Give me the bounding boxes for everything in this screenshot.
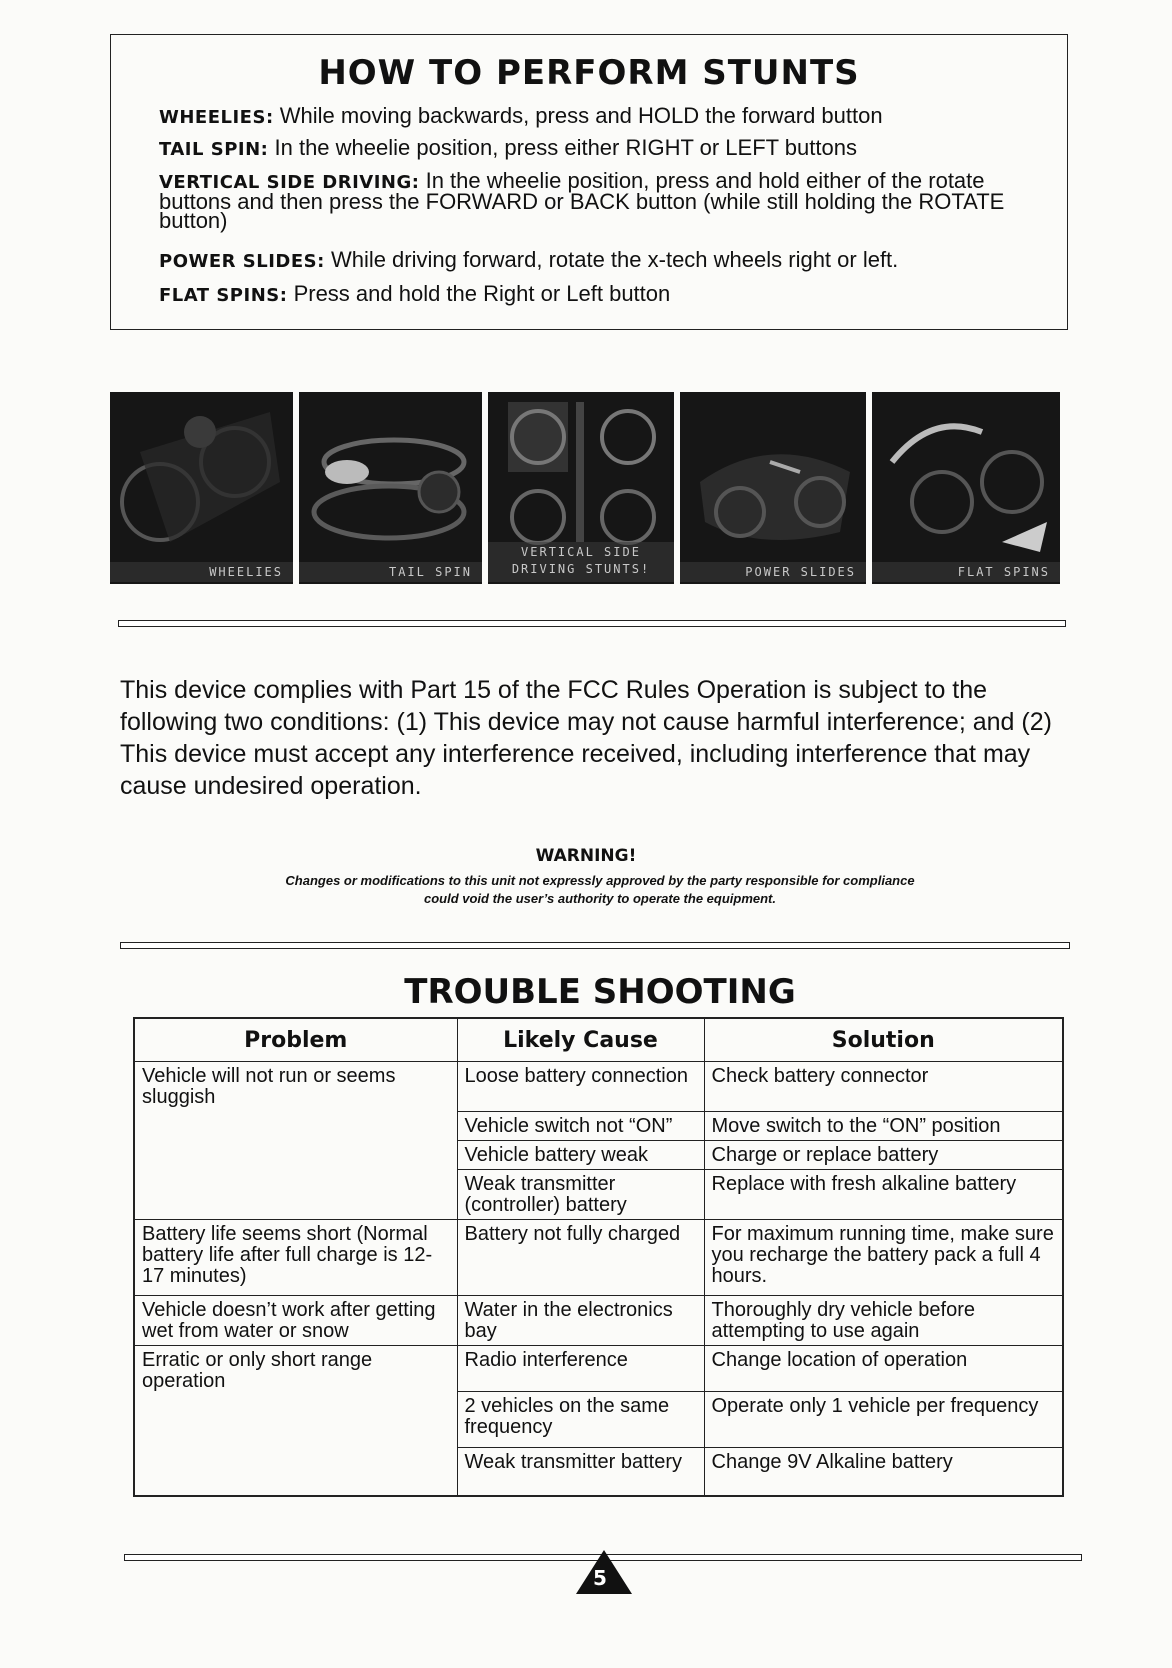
cause-cell: Vehicle battery weak <box>457 1141 704 1170</box>
cause-cell: Water in the electronics bay <box>457 1296 704 1346</box>
stunt-text: While moving backwards, press and HOLD the forward button <box>279 103 883 128</box>
divider-rule <box>120 942 1070 949</box>
table-row <box>134 1220 1063 1296</box>
header-solution: Solution <box>704 1018 1063 1062</box>
solution-cell: Change 9V Alkaline battery <box>704 1448 1063 1497</box>
cause-cell: Weak transmitter battery <box>457 1448 704 1497</box>
stunt-key: WHEELIES: <box>159 107 274 128</box>
page-number: 5 <box>593 1566 607 1590</box>
photo-caption: VERTICAL SIDE DRIVING STUNTS! <box>488 542 674 582</box>
solution-cell: Move switch to the “ON” position <box>704 1112 1063 1141</box>
problem-cell: Vehicle doesn’t work after getting wet from water or snow <box>134 1296 457 1346</box>
solution-cell: Charge or replace battery <box>704 1141 1063 1170</box>
divider-rule <box>118 620 1066 627</box>
solution-cell: Check battery connector <box>704 1062 1063 1112</box>
stunt-power-slides <box>159 249 1027 273</box>
header-problem: Problem <box>134 1018 457 1062</box>
cause-cell: Battery not fully charged <box>457 1220 704 1296</box>
solution-cell: For maximum running time, make sure you recharge the battery pack a full 4 hours. <box>704 1220 1063 1296</box>
stunt-vertical-side-driving <box>159 168 1027 233</box>
problem-cell: Vehicle will not run or seems sluggish <box>134 1062 457 1220</box>
stunt-text: Press and hold the Right or Left button <box>293 281 671 306</box>
cause-cell: Loose battery connection <box>457 1062 704 1112</box>
warning-line: could void the user’s authority to operate the equipment. <box>423 891 776 906</box>
stunt-key: VERTICAL SIDE DRIVING: <box>159 172 420 193</box>
stunt-key: TAIL SPIN: <box>159 139 269 160</box>
troubleshooting-table <box>133 1017 1064 1497</box>
photo-wheelies <box>110 392 293 584</box>
table-row <box>134 1062 1063 1112</box>
cause-cell: Vehicle switch not “ON” <box>457 1112 704 1141</box>
photo-caption: WHEELIES <box>110 562 293 582</box>
stunt-key: POWER SLIDES: <box>159 251 325 272</box>
fcc-statement: This device complies with Part 15 of the FCC Rules Operation is subject to the following two conditions: (1) This device may not cause harmful interference; and (2) This device must accept any interference received, including interference that may cause undesired operation. <box>120 676 1052 800</box>
stunt-tail-spin <box>159 137 1027 161</box>
stunts-box <box>110 34 1068 330</box>
warning-title: WARNING! <box>535 846 637 866</box>
warning-line: Changes or modifications to this unit not expressly approved by the party responsible for compliance <box>285 873 915 888</box>
stunt-key: FLAT SPINS: <box>159 285 288 306</box>
stunt-text: In the wheelie position, press either RIGHT or LEFT buttons <box>274 135 857 160</box>
cause-cell: Weak transmitter (controller) battery <box>457 1170 704 1220</box>
cause-cell: 2 vehicles on the same frequency <box>457 1392 704 1448</box>
photo-vertical-side-driving <box>488 392 674 584</box>
stunt-wheelies <box>159 105 1027 129</box>
stunt-flat-spins <box>159 283 1027 307</box>
header-likely-cause: Likely Cause <box>457 1018 704 1062</box>
solution-cell: Thoroughly dry vehicle before attempting to use again <box>704 1296 1063 1346</box>
solution-cell: Operate only 1 vehicle per frequency <box>704 1392 1063 1448</box>
warning-text <box>150 872 1050 908</box>
photo-power-slides <box>680 392 866 584</box>
photo-caption: FLAT SPINS <box>872 562 1060 582</box>
stunt-text: While driving forward, rotate the x-tech wheels right or left. <box>330 247 899 272</box>
power-slides-illustration <box>680 392 866 584</box>
solution-cell: Replace with fresh alkaline battery <box>704 1170 1063 1220</box>
photo-tail-spin <box>299 392 482 584</box>
problem-cell: Battery life seems short (Normal battery life after full charge is 12-17 minutes) <box>134 1220 457 1296</box>
table-row <box>134 1296 1063 1346</box>
wheelie-illustration <box>110 392 293 584</box>
cause-cell: Radio interference <box>457 1346 704 1392</box>
problem-cell: Erratic or only short range operation <box>134 1346 457 1497</box>
tail-spin-illustration <box>299 392 482 584</box>
stunt-text: In the wheelie position, press and hold either of the rotate buttons and then press the FORWARD or BACK button (while still holding the ROTATE button) <box>159 168 1005 233</box>
photo-flat-spins <box>872 392 1060 584</box>
photo-caption: TAIL SPIN <box>299 562 482 582</box>
table-row <box>134 1346 1063 1392</box>
table-header-row <box>134 1018 1063 1062</box>
solution-cell: Change location of operation <box>704 1346 1063 1392</box>
stunts-title: HOW TO PERFORM STUNTS <box>318 53 860 93</box>
flat-spins-illustration <box>872 392 1060 584</box>
troubleshooting-title: TROUBLE SHOOTING <box>404 972 796 1012</box>
photo-caption: POWER SLIDES <box>680 562 866 582</box>
